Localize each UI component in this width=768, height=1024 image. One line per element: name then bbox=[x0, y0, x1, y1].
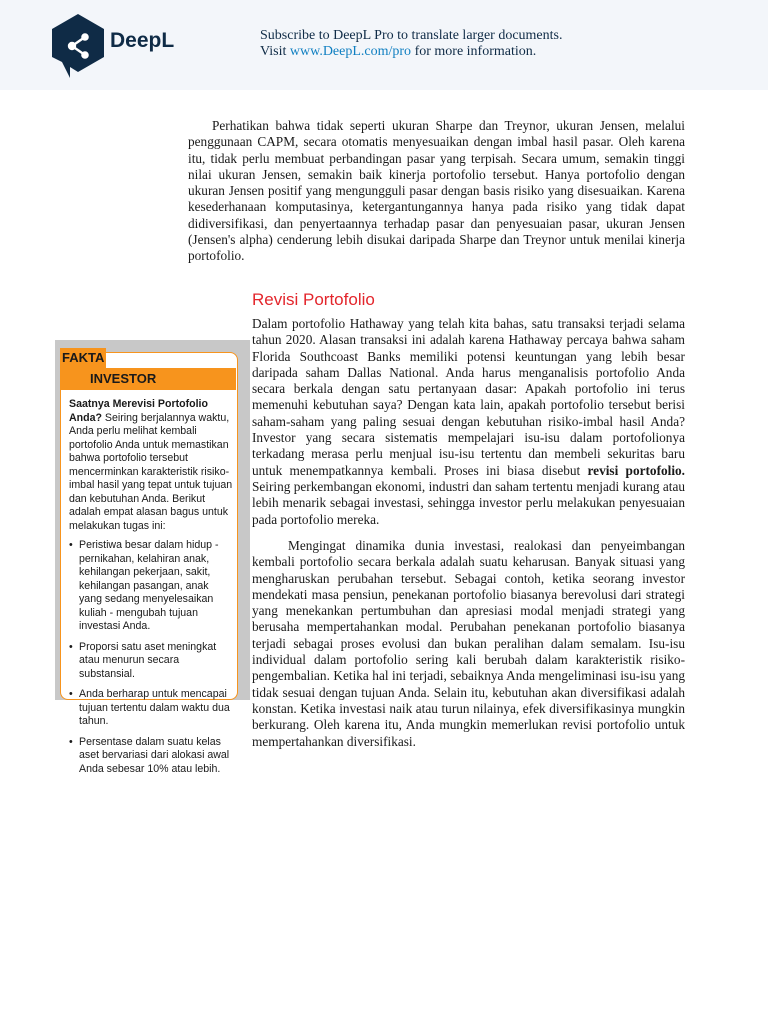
deepl-logo-icon[interactable] bbox=[48, 12, 108, 78]
fact-lead-question: Saatnya Merevisi Portofolio Anda? bbox=[69, 398, 208, 424]
deepl-banner bbox=[0, 0, 768, 90]
deepl-brand-name: DeepL bbox=[110, 29, 175, 52]
fact-bullet: • Anda berharap untuk mencapai tujuan tertentu dalam waktu dua tahun. bbox=[69, 688, 234, 729]
fact-content bbox=[69, 398, 234, 783]
promo-visit-text: Visit bbox=[260, 44, 290, 59]
investor-title: INVESTOR bbox=[60, 368, 236, 390]
fact-lead-text: Seiring berjalannya waktu, Anda perlu melihat kembali portofolio Anda untuk memastikan bahwa portofolio tersebut mencerminkan karakteristik risiko-imbal hasil yang tepat untuk tujuan dan kebutuhan Anda. Berikut adalah empat alasan bagus untuk melakukan tugas ini: bbox=[69, 411, 233, 532]
fact-lead bbox=[69, 398, 234, 533]
fact-bullet: • Persentase dalam suatu kelas aset bervariasi dari alokasi awal Anda sebesar 10% atau lebih. bbox=[69, 736, 234, 777]
fact-title: FAKTA bbox=[60, 348, 106, 368]
section-paragraph-2: Mengingat dinamika dunia investasi, realokasi dan penyeimbangan kembali portofolio secara berkala adalah suatu keharusan. Banyak situasi yang mengharuskan perubahan tersebut. Sebagai contoh, ketika seorang investor mendekati masa pensiun, penekanan portofolio biasanya berevolusi dari strategi yang menekankan pertumbuhan dan apresiasi modal menjadi strategi yang berusaha mempertahankan modal. Perubahan penekanan portofolio biasanya terjadi sebagai proses evolusi dan bukan peralihan dalam semalam. Isu-isu individual dalam portofolio sering kali berubah dalam karakteristik risiko-pengembalian. Ketika hal ini terjadi, sebaiknya Anda mengeliminasi isu-isu yang tidak sesuai dengan tujuan Anda. Selain itu, kebutuhan akan diversifikasi adalah konstan. Ketika investasi naik atau turun nilainya, efek diversifikasinya mungkin berkurang. Oleh karena itu, Anda mungkin memerlukan revisi portofolio untuk mempertahankan diversifikasi. bbox=[252, 538, 685, 749]
portfolio-revision-term: revisi portofolio. bbox=[587, 462, 686, 478]
deepl-pro-link[interactable]: www.DeepL.com/pro bbox=[289, 44, 412, 59]
paragraph-1-text-end: Seiring perkembangan ekonomi, industri dan saham tertentu menjadi kurang atau lebih menarik sebagai investasi, sehingga investor perlu melakukan penyesuaian pada portofolio mereka. bbox=[252, 478, 685, 527]
promo-suffix-text: for more information. bbox=[411, 44, 537, 59]
section-heading: Revisi Portofolio bbox=[252, 290, 375, 309]
fact-bullet-list bbox=[69, 539, 234, 776]
intro-paragraph: Perhatikan bahwa tidak seperti ukuran Sharpe dan Treynor, ukuran Jensen, melalui penggunaan CAPM, secara otomatis menyesuaikan dengan imbal hasil pasar. Oleh karena itu, tidak perlu membuat perbandingan pasar yang terpisah. Secara umum, semakin tinggi nilai ukuran Jensen, semakin baik kinerja portofolio tersebut. Hanya portofolio dengan ukuran Jensen positif yang mengungguli pasar dengan basis risiko yang disesuaikan. Karena kesederhanaan komputasinya, ketergantungannya hanya pada risiko yang tidak dapat didiversifikasi, dan penyertaannya terhadap pasar dan penyesuaian pasar, ukuran Jensen (Jensen's alpha) cenderung lebih disukai daripada Sharpe dan Treynor untuk menilai kinerja portofolio. bbox=[188, 118, 685, 264]
promo-line-1: Subscribe to DeepL Pro to translate larger documents. bbox=[260, 28, 563, 43]
section-paragraph-1 bbox=[252, 316, 685, 528]
paragraph-1-text: Dalam portofolio Hathaway yang telah kita bahas, satu transaksi terjadi selama tahun 2020. Alasan transaksi ini adalah karena Hathaway percaya bahwa saham Florida Southcoast Banks memiliki potensi keuntungan yang lebih besar daripada saham Dallas National. Anda harus menganalisis portofolio Anda secara berkala dengan satu pertanyaan dasar: Apakah portofolio ini terus memenuhi kebutuhan saya? Dengan kata lain, apakah portofolio tersebut berisi saham-saham yang paling sesuai dengan kebutuhan risiko-imbal hasil Anda? Investor yang secara sistematis mempelajari isu-isu dalam portofolionya terkadang merasa perlu menjual isu-isu tertentu dan membeli sekuritas baru untuk menempatkannya kembali. Proses ini biasa disebut bbox=[252, 316, 685, 478]
subscribe-promo bbox=[260, 28, 562, 60]
fact-bullet: • Peristiwa besar dalam hidup - pernikahan, kelahiran anak, kehilangan pekerjaan, sakit, kehilangan pasangan, anak yang sedang menyelesaikan kuliah - mengubah tujuan investasi Anda. bbox=[69, 539, 234, 634]
fact-bullet: • Proporsi satu aset meningkat atau menurun secara substansial. bbox=[69, 641, 234, 682]
promo-line-2 bbox=[260, 44, 562, 60]
